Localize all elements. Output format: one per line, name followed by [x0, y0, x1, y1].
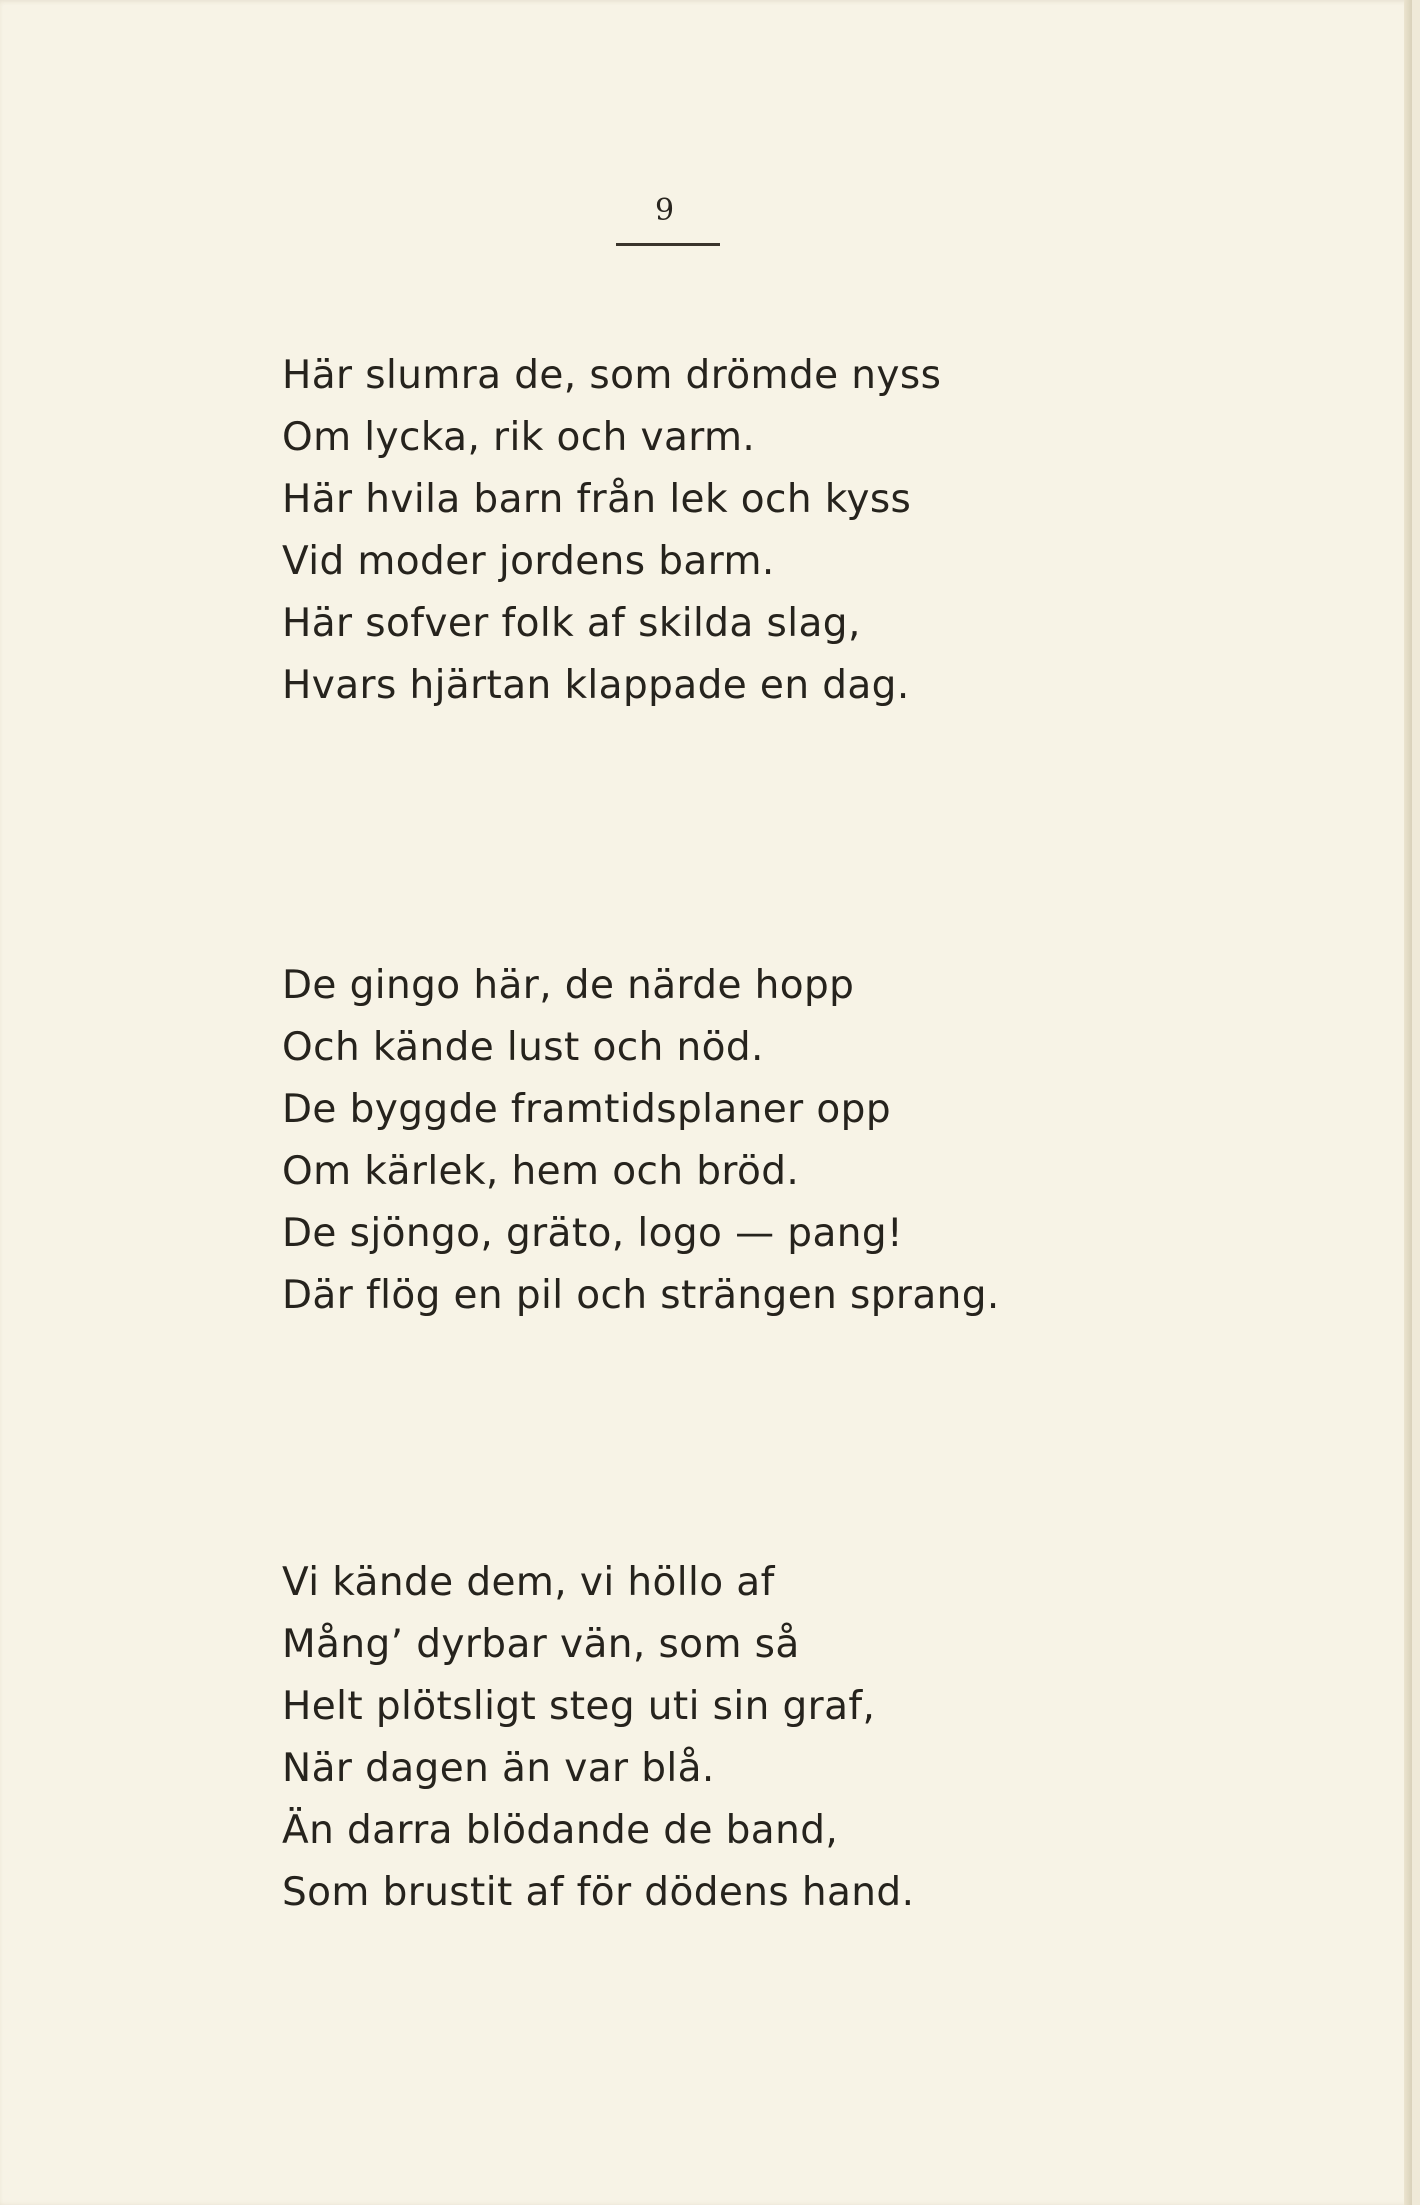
- poem-line: Vid moder jordens barm.: [282, 539, 775, 584]
- poem-line: Om lycka, rik och varm.: [282, 415, 756, 460]
- poem-line: Där flög en pil och strängen sprang.: [282, 1273, 1000, 1318]
- poem-line: Om kärlek, hem och bröd.: [282, 1149, 800, 1194]
- page-number-rule: [616, 243, 720, 246]
- page-number: 9: [655, 193, 675, 228]
- poem-line: Och kände lust och nöd.: [282, 1025, 764, 1070]
- poem-line: Här sofver folk af skilda slag,: [282, 601, 861, 646]
- poem-line: De sjöngo, gräto, logo — pang!: [282, 1211, 904, 1256]
- poem-line: Här hvila barn från lek och kyss: [282, 477, 912, 522]
- stanza-3: [282, 1552, 1182, 1924]
- stanza-2: [282, 955, 1182, 1327]
- poem-line: De byggde framtidsplaner opp: [282, 1087, 891, 1132]
- poem-line: Än darra blödande de band,: [282, 1808, 839, 1853]
- poem-line: När dagen än var blå.: [282, 1746, 715, 1791]
- poem-line: Mång’ dyrbar vän, som så: [282, 1622, 800, 1667]
- poem-line: Helt plötsligt steg uti sin graf,: [282, 1684, 876, 1729]
- page-edge: [1404, 0, 1412, 2205]
- poem-line: De gingo här, de närde hopp: [282, 963, 855, 1008]
- stanza-1: [282, 345, 1182, 717]
- poem-line: Här slumra de, som drömde nyss: [282, 353, 942, 398]
- poem-line: Som brustit af för dödens hand.: [282, 1870, 915, 1915]
- poem-line: Vi kände dem, vi höllo af: [282, 1560, 775, 1605]
- poem-line: Hvars hjärtan klappade en dag.: [282, 663, 910, 708]
